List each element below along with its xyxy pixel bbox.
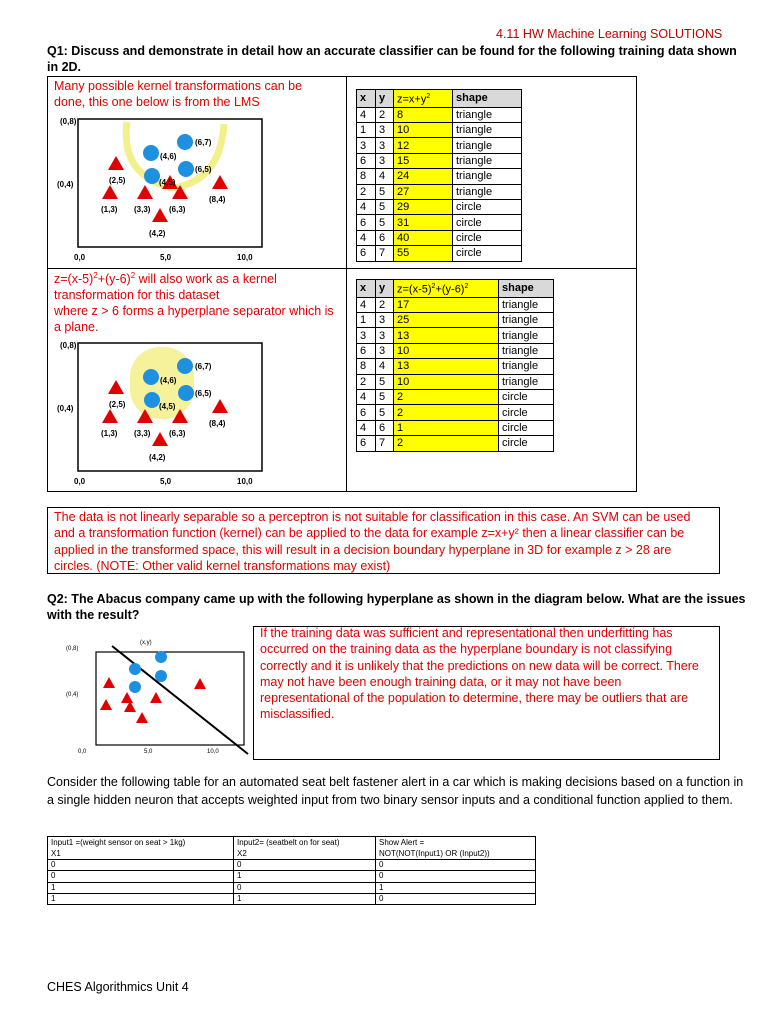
circle-marker (144, 168, 160, 184)
question-1: Q1: Discuss and demonstrate in detail how an accurate classifier can be found for the following training data shown in 2D. (47, 44, 737, 74)
kernel-table-1 (356, 89, 522, 262)
svg-text:(0,4): (0,4) (66, 692, 79, 698)
svg-text:(0,4): (0,4) (57, 404, 74, 413)
table-row: 2 5 10 triangle (357, 374, 554, 389)
circle-marker (144, 392, 160, 408)
table-row: 1 0 1 (48, 882, 536, 893)
table-row: 6 3 15 triangle (357, 153, 522, 168)
svg-text:5,0: 5,0 (160, 253, 172, 262)
circle-marker (178, 161, 194, 177)
svg-text:(0,8): (0,8) (66, 646, 79, 652)
svg-text:(4,2): (4,2) (149, 453, 166, 462)
kernel-note-1: Many possible kernel transformations can be done, this one below is from the LMS (54, 79, 303, 109)
svg-text:(0,8): (0,8) (60, 341, 77, 350)
table-row: 6 3 10 triangle (357, 343, 554, 358)
table-row: 6 7 2 circle (357, 436, 554, 451)
svg-text:(0,4): (0,4) (57, 180, 74, 189)
table-row: 4 2 17 triangle (357, 297, 554, 312)
table-row: 3 3 13 triangle (357, 328, 554, 343)
table-row: 4 2 8 triangle (357, 107, 522, 122)
svg-text:(4,2): (4,2) (149, 229, 166, 238)
hyperplane-plot (52, 634, 250, 758)
svg-text:(x,y): (x,y) (140, 640, 152, 646)
scatter-plot-1 (52, 110, 272, 264)
svg-text:10,0: 10,0 (237, 477, 253, 486)
svg-text:(8,4): (8,4) (209, 419, 226, 428)
table-header-row: x y $z=x+y^2$ shape (357, 90, 522, 108)
svg-text:(6,5): (6,5) (195, 389, 212, 398)
table-row: 4 6 1 circle (357, 420, 554, 435)
svg-text:(4,5): (4,5) (159, 402, 176, 411)
circle-marker (129, 663, 141, 675)
table-header-row: x y $z=(x-5)^2+(y-6)^2$ shape (357, 280, 554, 298)
table-row: 0 0 0 (48, 860, 536, 871)
circle-marker (155, 651, 167, 663)
svg-text:0,0: 0,0 (78, 749, 87, 755)
svg-text:(1,3): (1,3) (101, 205, 118, 214)
table-row: 2 5 27 triangle (357, 184, 522, 199)
table-row: 6 7 55 circle (357, 246, 522, 261)
seatbelt-intro: Consider the following table for an automated seat belt fastener alert in a car which is making decisions based on a function in a single hidden neuron that accepts weighted input from two binary sensor inputs and a conditional function applied to them. (47, 775, 744, 807)
footer: CHES Algorithmics Unit 4 (47, 980, 189, 994)
table-row: 0 1 0 (48, 871, 536, 882)
svg-text:10,0: 10,0 (237, 253, 253, 262)
document-header: 4.11 HW Machine Learning SOLUTIONS (496, 27, 723, 41)
svg-text:(3,3): (3,3) (134, 205, 151, 214)
svg-text:(6,3): (6,3) (169, 429, 186, 438)
answer-1-box (47, 507, 720, 574)
svg-text:(6,3): (6,3) (169, 205, 186, 214)
table-row: 8 4 24 triangle (357, 169, 522, 184)
circle-marker (178, 385, 194, 401)
kernel-note-2: $z=(x-5)^2+(y-6)^2$ will also work as a kernel transformation for this dataset where z > 6 forms a hyperplane separator which is a plane. (54, 271, 334, 335)
circle-marker (129, 681, 141, 693)
svg-text:(8,4): (8,4) (209, 195, 226, 204)
svg-text:0,0: 0,0 (74, 253, 86, 262)
table-row: 4 5 29 circle (357, 200, 522, 215)
circle-marker (143, 369, 159, 385)
svg-text:(4,5): (4,5) (159, 178, 176, 187)
svg-text:(0,8): (0,8) (60, 117, 77, 126)
table-row: 3 3 12 triangle (357, 138, 522, 153)
circle-marker (143, 145, 159, 161)
svg-text:(6,7): (6,7) (195, 138, 212, 147)
svg-text:(1,3): (1,3) (101, 429, 118, 438)
svg-text:(2,5): (2,5) (109, 176, 126, 185)
svg-text:(4,6): (4,6) (160, 376, 177, 385)
svg-text:(3,3): (3,3) (134, 429, 151, 438)
svg-text:(6,5): (6,5) (195, 165, 212, 174)
table-row: 6 5 31 circle (357, 215, 522, 230)
circle-marker (177, 358, 193, 374)
kernel-table-2 (356, 279, 554, 452)
q1-divider-vertical (346, 76, 347, 492)
answer-1-text: The data is not linearly separable so a perceptron is not suitable for classification in this case. An SVM can be used and a transformation function (kernel) can be applied to the data for example z=x+y² then a linear classifier can be applied in the transformed space, this will result in a decision boundary hyperplane in 3D for example z > 28 are circles. (NOTE: Other valid kernel transformations may exist) (54, 510, 691, 573)
svg-text:10,0: 10,0 (207, 749, 219, 755)
table-row: 8 4 13 triangle (357, 359, 554, 374)
svg-text:(4,6): (4,6) (160, 152, 177, 161)
answer-2-text: If the training data was sufficient and representational then underfitting has occurred on the training data as the hyperplane boundary is not classifying correctly and it is unlikely that the predictions on new data will be correct. There may not have been enough training data, or it may not have been representational of the population to determine, there may be outliers that are misclassified. (260, 626, 699, 722)
table-row: 1 3 25 triangle (357, 313, 554, 328)
svg-text:0,0: 0,0 (74, 477, 86, 486)
svg-text:(6,7): (6,7) (195, 362, 212, 371)
table-row: 4 5 2 circle (357, 390, 554, 405)
table-header-row: Input1 =(weight sensor on seat > 1kg) X1 Input2= (seatbelt on for seat) X2 Show Alert = NOT(NOT(Input1) OR (Input2)) (48, 837, 536, 860)
table-row: 6 5 2 circle (357, 405, 554, 420)
table-row: 4 6 40 circle (357, 230, 522, 245)
question-2: Q2: The Abacus company came up with the following hyperplane as shown in the diagram below. What are the issues with the result? (47, 592, 746, 622)
seatbelt-table (47, 836, 536, 905)
table-row: 1 1 0 (48, 893, 536, 904)
svg-text:5,0: 5,0 (160, 477, 172, 486)
svg-text:5,0: 5,0 (144, 749, 153, 755)
svg-text:(2,5): (2,5) (109, 400, 126, 409)
table-row: 1 3 10 triangle (357, 123, 522, 138)
circle-marker (177, 134, 193, 150)
scatter-plot-2 (52, 334, 272, 488)
circle-marker (155, 670, 167, 682)
